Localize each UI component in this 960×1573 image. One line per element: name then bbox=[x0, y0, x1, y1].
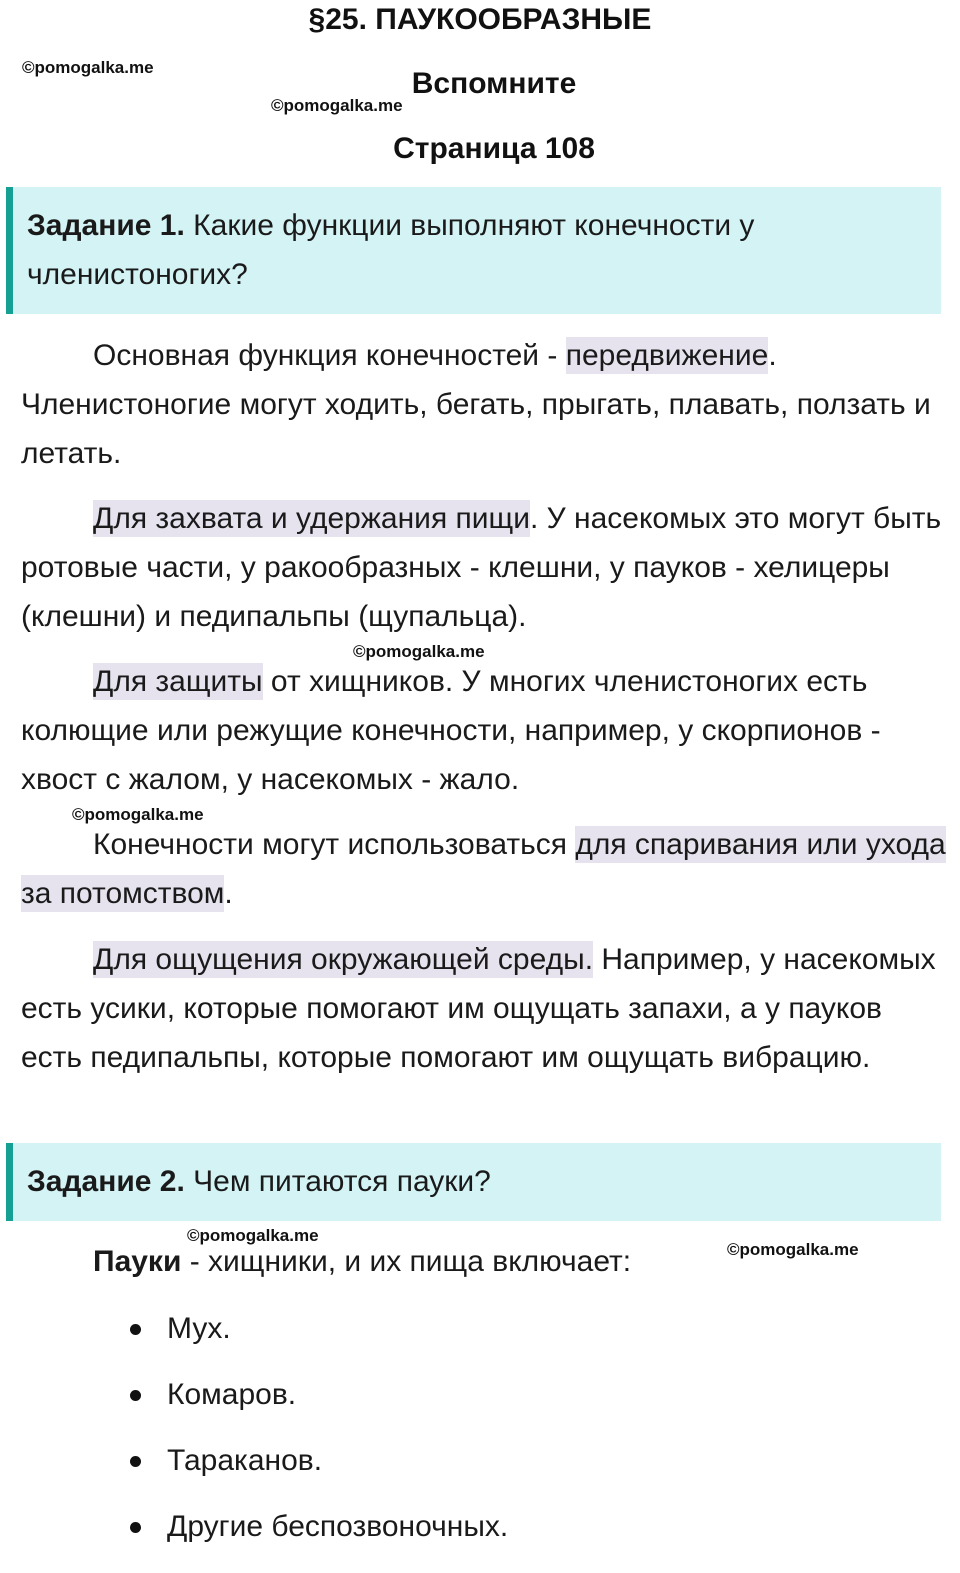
watermark: ©pomogalka.me bbox=[353, 642, 485, 661]
task-2-label: Задание 2. bbox=[27, 1165, 185, 1198]
subtitle: Вспомните bbox=[411, 67, 577, 100]
highlight: Для захвата и удержания пищи bbox=[93, 502, 530, 535]
watermark: ©pomogalka.me bbox=[72, 805, 204, 824]
task-1-label: Задание 1. bbox=[27, 209, 185, 242]
answer-1-paragraph-5 bbox=[21, 935, 951, 1082]
highlight: Для защиты bbox=[93, 665, 263, 698]
highlight: для спаривания или ухода за потомством bbox=[21, 828, 946, 910]
task-2-box bbox=[6, 1143, 941, 1221]
list-item: Комаров. bbox=[130, 1375, 508, 1441]
text: . bbox=[224, 877, 233, 910]
answer-1-paragraph-4 bbox=[21, 820, 951, 918]
answer-2-intro bbox=[21, 1237, 951, 1286]
watermark: ©pomogalka.me bbox=[727, 1240, 859, 1259]
text: от хищников. У многих членистоногих есть колющие или режущие конечности, например, у скорпионов - хвост с жалом, у насекомых - жало. bbox=[21, 665, 881, 796]
watermark: ©pomogalka.me bbox=[22, 58, 154, 77]
watermark: ©pomogalka.me bbox=[271, 96, 403, 115]
task-1-question: Какие функции выполняют конечности у членистоногих? bbox=[27, 209, 755, 291]
highlight: передвижение bbox=[565, 339, 769, 372]
answer-1-paragraph-2 bbox=[21, 494, 951, 641]
intro-bold: Пауки bbox=[93, 1245, 182, 1278]
highlight: Для ощущения окружающей среды. bbox=[93, 943, 594, 976]
text: Конечности могут использоваться bbox=[93, 828, 576, 861]
list-item: Другие беспозвоночных. bbox=[130, 1507, 508, 1573]
text: Основная функция конечностей - bbox=[93, 339, 566, 372]
text: . Членистоногие могут ходить, бегать, прыгать, плавать, ползать и летать. bbox=[21, 339, 931, 470]
prey-list bbox=[130, 1309, 508, 1573]
text: . У насекомых это могут быть ротовые части, у ракообразных - клешни, у пауков - хелицеры (клешни) и педипальпы (щупальца). bbox=[21, 502, 942, 633]
list-item: Мух. bbox=[130, 1309, 508, 1375]
page-number: Страница 108 bbox=[393, 132, 595, 165]
text: Например, у насекомых есть усики, которые помогают им ощущать запахи, а у пауков есть педипальпы, которые помогают им ощущать вибрацию. bbox=[21, 943, 936, 1074]
task-2-question: Чем питаются пауки? bbox=[193, 1165, 491, 1198]
watermark: ©pomogalka.me bbox=[187, 1226, 319, 1245]
answer-1-paragraph-1 bbox=[21, 331, 951, 478]
task-1-box bbox=[6, 187, 941, 314]
answer-1-paragraph-3 bbox=[21, 657, 951, 804]
intro-text: - хищники, и их пища включает: bbox=[181, 1245, 632, 1278]
section-title: §25. ПАУКООБРАЗНЫЕ bbox=[308, 3, 652, 36]
list-item: Тараканов. bbox=[130, 1441, 508, 1507]
